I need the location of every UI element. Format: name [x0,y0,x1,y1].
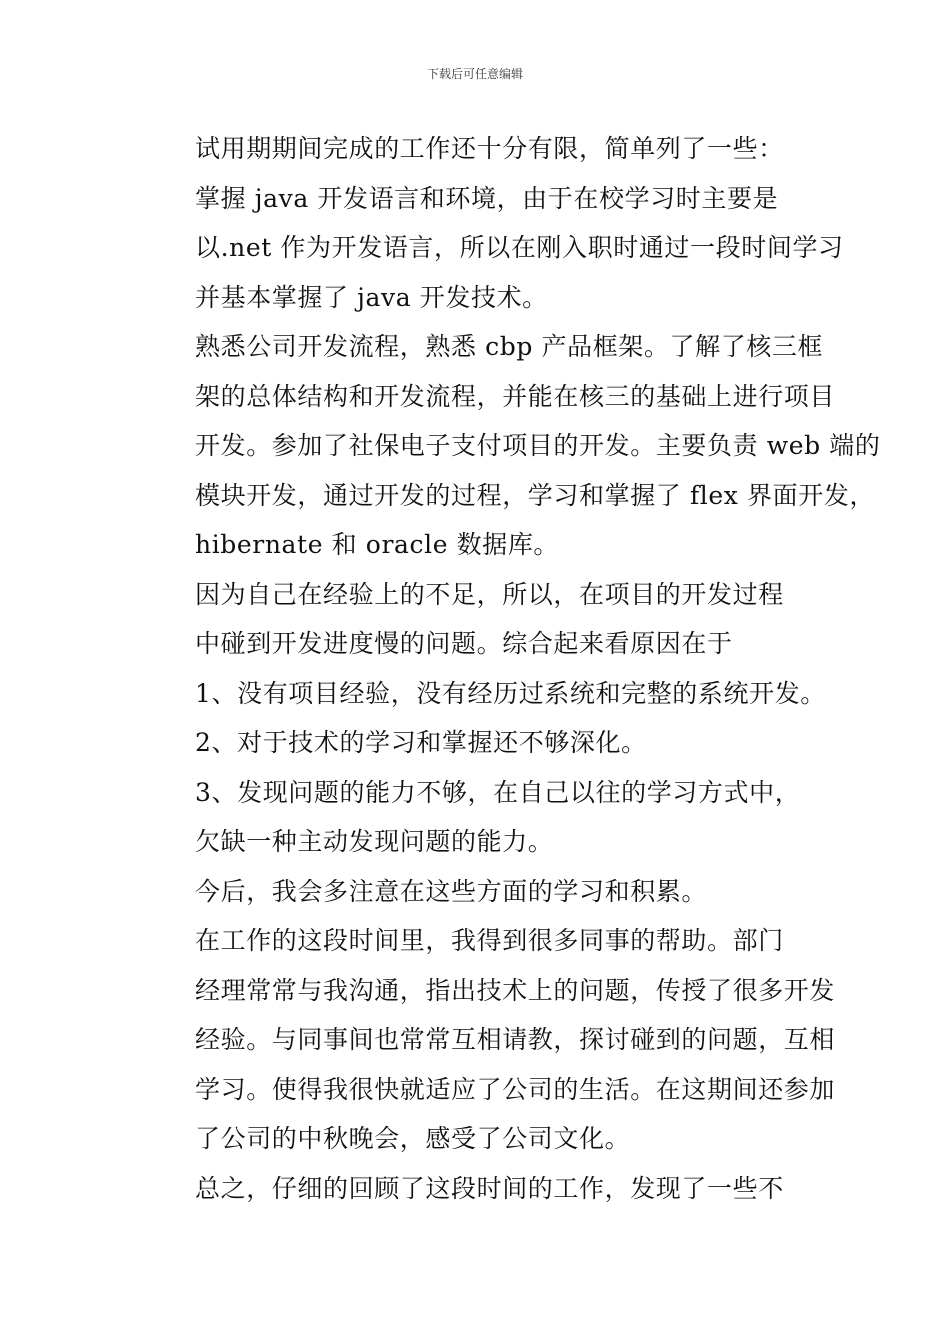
text-line: 了公司的中秋晚会，感受了公司文化。 [195,1124,631,1153]
text-line: 学习。使得我很快就适应了公司的生活。在这期间还参加 [195,1074,836,1104]
text-line: hibernate 和 oracle 数据库。 [195,530,560,559]
paragraph-6 [145,718,825,768]
text-line: 因为自己在经验上的不足，所以，在项目的开发过程 [195,579,784,609]
document-body [145,124,881,1213]
paragraph-5 [145,669,825,719]
paragraph-7 [145,768,825,867]
text-line: 3、发现问题的能力不够，在自己以往的学习方式中， [195,777,801,807]
paragraph-4 [145,570,825,669]
text-line: 今后，我会多注意在这些方面的学习和积累。 [195,876,708,906]
text-line: 2、对于技术的学习和掌握还不够深化。 [195,728,647,757]
text-line: 欠缺一种主动发现问题的能力。 [195,827,554,856]
text-line: 掌握 java 开发语言和环境，由于在校学习时主要是 [195,183,779,213]
text-line: 中碰到开发进度慢的问题。综合起来看原因在于 [195,629,733,658]
text-line: 以.net 作为开发语言，所以在刚入职时通过一段时间学习 [195,233,844,262]
text-line: 架的总体结构和开发流程，并能在核三的基础上进行项目 [195,381,836,411]
text-line: 1、没有项目经验，没有经历过系统和完整的系统开发。 [195,678,826,708]
paragraph-2 [145,174,844,323]
text-line: 经理常常与我沟通，指出技术上的问题，传授了很多开发 [195,975,836,1005]
paragraph-9 [145,916,836,1164]
paragraph-8 [145,867,825,917]
text-line: 试用期期间完成的工作还十分有限，简单列了一些： [195,134,784,163]
paragraph-1 [145,124,825,174]
text-line: 在工作的这段时间里，我得到很多同事的帮助。部门 [195,926,784,955]
paragraph-3 [145,322,881,570]
text-line: 模块开发，通过开发的过程，学习和掌握了 flex 界面开发， [195,480,876,510]
text-line: 开发。参加了社保电子支付项目的开发。主要负责 web 端的 [195,431,881,460]
paragraph-10 [145,1164,825,1214]
page-header: 下载后可任意编辑 [426,67,523,81]
text-line: 经验。与同事间也常常互相请教，探讨碰到的问题，互相 [195,1025,836,1054]
text-line: 熟悉公司开发流程，熟悉 cbp 产品框架。了解了核三框 [195,332,824,361]
text-line: 总之，仔细的回顾了这段时间的工作，发现了一些不 [195,1173,784,1203]
text-line: 并基本掌握了 java 开发技术。 [195,282,548,312]
